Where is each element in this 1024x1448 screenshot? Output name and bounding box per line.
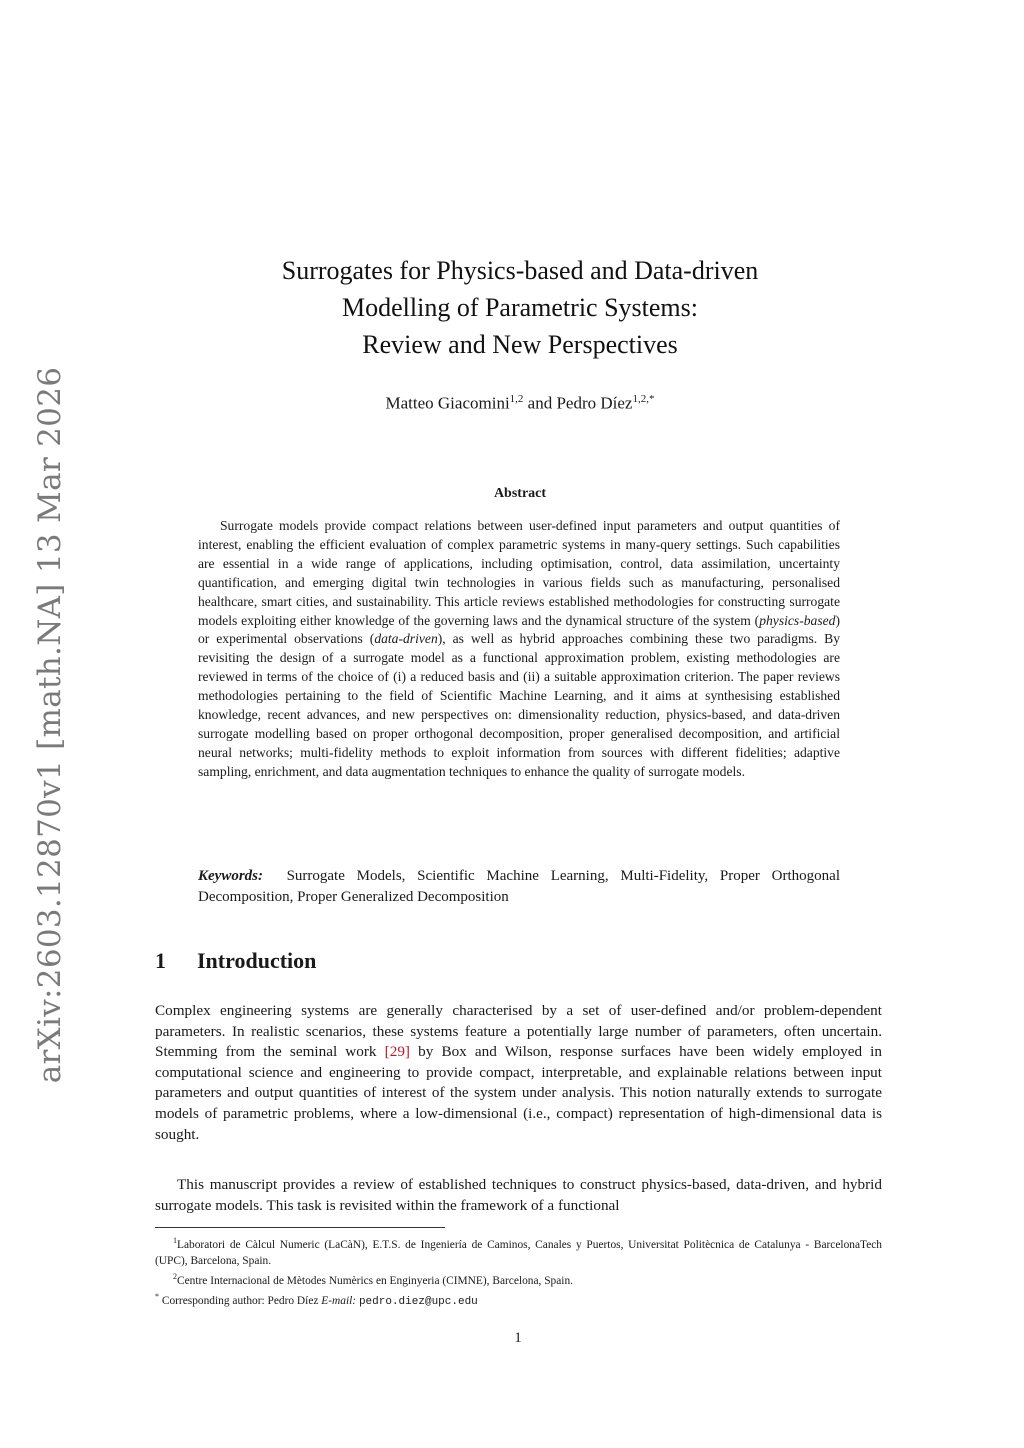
author-affiliation-marks: 1,2,* [632,393,655,405]
paper-title [160,252,880,363]
section-heading [155,948,316,974]
keywords-label: Keywords: [198,868,263,884]
section-number: 1 [155,948,166,973]
intro-paragraph-2: This manuscript provides a review of established techniques to construct physics-based, data-driven, and hybrid surrogate models. This task is revisited within the framework of a functional [155,1176,882,1214]
corresponding-author-note [155,1289,882,1310]
author-affiliation-marks: 1,2 [509,393,524,405]
email-address[interactable]: pedro.diez@upc.edu [358,1295,478,1308]
body-text: by Box and Wilson, response surfaces have been widely employed in computational science and engineering to provide compact, interpretable, and explainable relations between input parameters and output quantities of interest of the system under analysis. This notion naturally extends to surrogate models of parametric problems, where a low-dimensional (i.e., compact) representation of high-dimensional data is sought. [155,1043,882,1143]
footnote-1 [155,1233,882,1269]
footnotes [155,1233,882,1309]
abstract-segment: Surrogate models provide compact relations between user-defined input parameters and output quantities of interest, enabling the efficient evaluation of complex parametric systems in many-query settings. Such capabilities are essential in a wide range of applications, including optimisation, control, data assimilation, uncertainty quantification, and emerging digital twin technologies in various fields such as manufacturing, personalised healthcare, smart cities, and sustainability. This article reviews established methodologies for constructing surrogate models exploiting either knowledge of the governing laws and the dynamical structure of the system ( [198,518,840,628]
title-line-2: Modelling of Parametric Systems: [341,293,698,322]
citation-link[interactable]: [29] [384,1043,410,1061]
author-name-giacomini: Matteo Giacomini [385,393,510,413]
arxiv-identifier: arXiv:2603.12870v1 [math.NA] 13 Mar 2026 [32,366,68,1084]
section-title: Introduction [197,948,317,973]
abstract-emphasis: physics-based [759,612,836,628]
footnote-text: Corresponding author: Pedro Díez [159,1294,322,1307]
footnote-2 [155,1269,882,1289]
abstract-emphasis: data-driven [374,631,438,647]
abstract-heading: Abstract [493,486,547,501]
footnote-mark: * [155,1291,159,1301]
footnote-mark: 2 [173,1271,177,1281]
footnote-rule [155,1227,445,1228]
intro-paragraph-1 [155,1001,882,1145]
author-connector: and [523,393,557,413]
body-text: Complex engineering systems are generally characterised by a set of user-defined and/or problem-dependent parameters. In realistic scenarios, these systems feature a potentially large number of parameters, often uncertain. Stemming from the seminal work [155,1002,882,1061]
abstract-segment: ) or experimental observations ( [198,612,840,647]
title-line-1: Surrogates for Physics-based and Data-driven [281,256,759,285]
keywords-text: Surrogate Models, Scientific Machine Learning, Multi-Fidelity, Proper Orthogonal Decomposition, Proper Generalized Decomposition [198,868,841,905]
page-number: 1 [514,1330,522,1346]
author-list [160,393,880,414]
keywords [198,866,840,908]
footnote-text: Centre Internacional de Mètodes Numèrics en Enginyeria (CIMNE), Barcelona, Spain. [177,1274,574,1287]
abstract-segment: ), as well as hybrid approaches combining these two paradigms. By revisiting the design of a surrogate model as a functional approximation problem, existing methodologies are reviewed in terms of the choice of (i) a reduced basis and (ii) a suitable approximation criterion. The paper reviews methodologies pertaining to the field of Scientific Machine Learning, and it aims at synthesising established knowledge, recent advances, and new perspectives on: dimensionality reduction, physics-based, and data-driven surrogate modelling based on proper orthogonal decomposition, proper generalised decomposition, and artificial neural networks; multi-fidelity methods to exploit information from sources with different fidelities; adaptive sampling, enrichment, and data augmentation techniques to enhance the quality of surrogate models. [198,631,840,779]
abstract-text [198,517,840,782]
footnote-text: Laboratori de Càlcul Numeric (LaCàN), E.T.S. de Ingeniería de Caminos, Canales y Puertos, Universitat Politècnica de Catalunya - BarcelonaTech (UPC), Barcelona, Spain. [155,1238,882,1267]
title-line-3: Review and New Perspectives [362,330,678,359]
footnote-mark: 1 [173,1236,177,1245]
author-name-diez: Pedro Díez [556,393,633,413]
email-label: E-mail: [321,1294,357,1307]
